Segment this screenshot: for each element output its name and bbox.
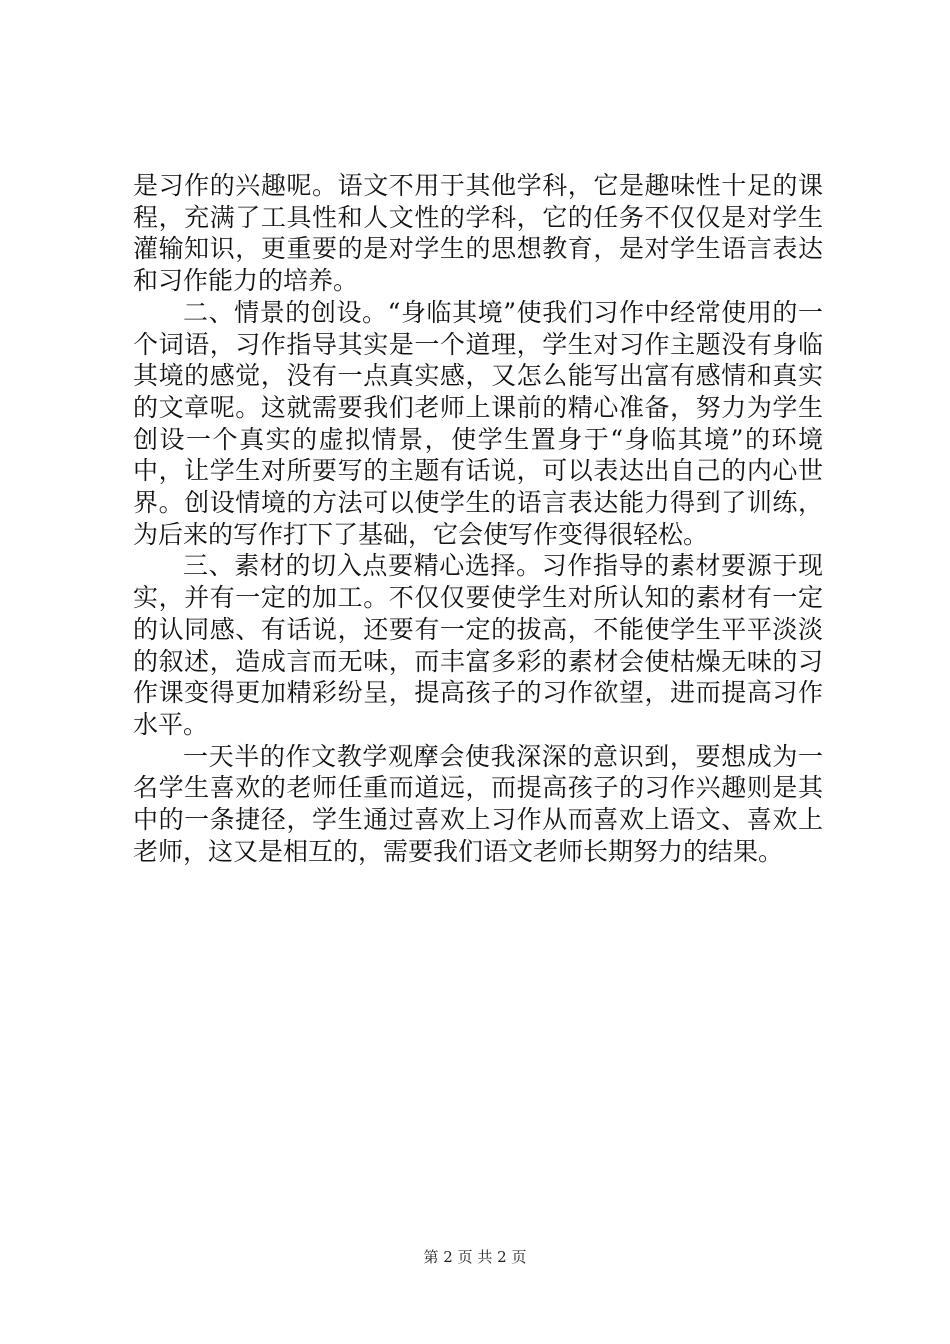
paragraph-2: 二、情景的创设。“身临其境”使我们习作中经常使用的一个词语，习作指导其实是一个道理，学生对习作主题没有身临其境的感觉，没有一点真实感，又怎么能写出富有感情和真实的文章呢。这就需要我们老师上课前的精心准备，努力为学生创设一个真实的虚拟情景，使学生置身于“身临其境”的环境中，让学生对所要写的主题有话说，可以表达出自己的内心世界。创设情境的方法可以使学生的语言表达能力得到了训练，为后来的写作打下了基础，它会使写作变得很轻松。 [133, 297, 823, 549]
page-number-footer: 第 2 页 共 2 页 [423, 1248, 527, 1266]
paragraph-1: 是习作的兴趣呢。语文不用于其他学科，它是趣味性十足的课程，充满了工具性和人文性的学科，它的任务不仅仅是对学生灌输知识，更重要的是对学生的思想教育，是对学生语言表达和习作能力的培养。 [133, 171, 823, 296]
document-body [133, 170, 823, 867]
paragraph-4: 一天半的作文教学观摩会使我深深的意识到，要想成为一名学生喜欢的老师任重而道远，而提高孩子的习作兴趣则是其中的一条捷径，学生通过喜欢上习作从而喜欢上语文、喜欢上老师，这又是相互的，需要我们语文老师长期努力的结果。 [133, 741, 823, 866]
paragraph-3: 三、素材的切入点要精心选择。习作指导的素材要源于现实，并有一定的加工。不仅仅要使学生对所认知的素材有一定的认同感、有话说，还要有一定的拔高，不能使学生平平淡淡的叙述，造成言而无味，而丰富多彩的素材会使枯燥无味的习作课变得更加精彩纷呈，提高孩子的习作欲望，进而提高习作水平。 [133, 551, 823, 739]
